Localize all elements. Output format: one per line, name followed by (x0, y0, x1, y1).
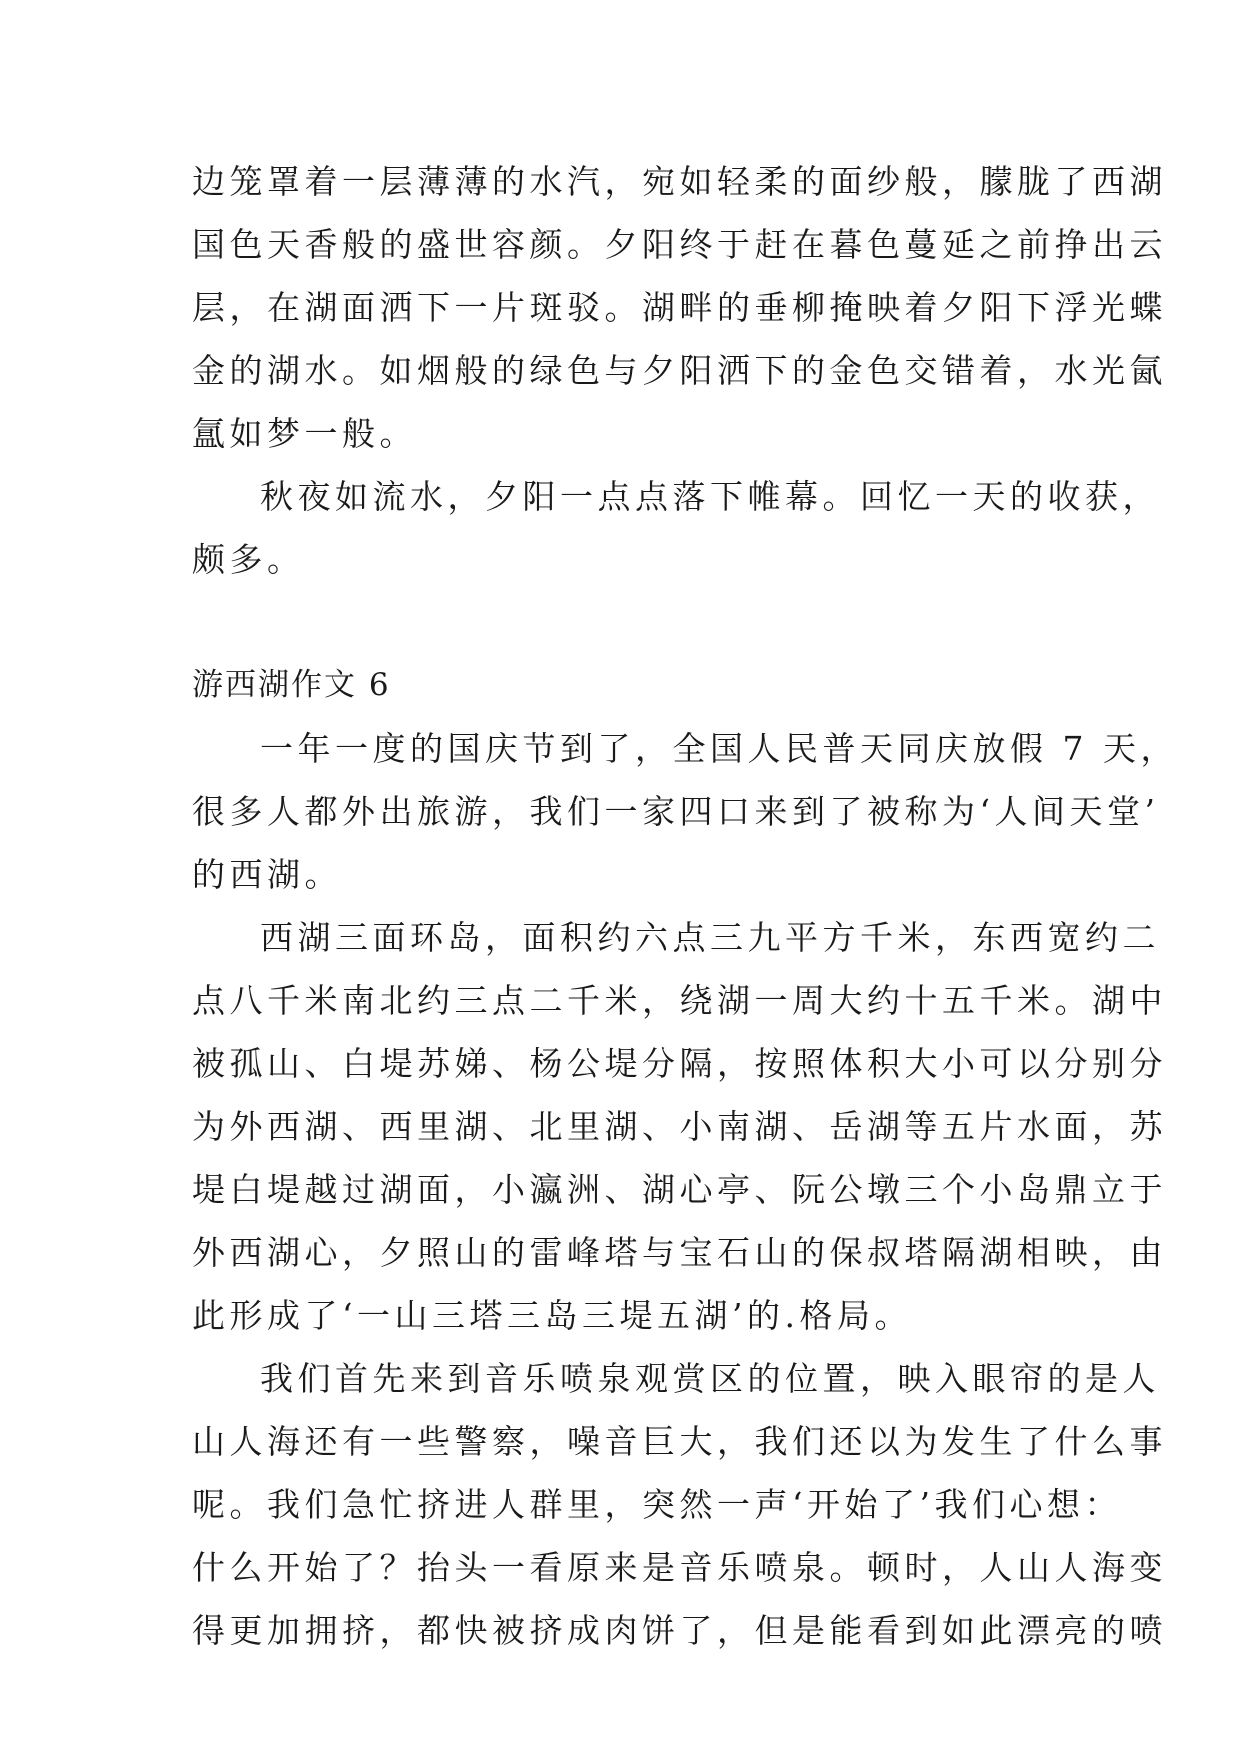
text-line: 国色天香般的盛世容颜。夕阳终于赶在暮色蔓延之前挣出云 (192, 225, 1167, 264)
text-line: 氲如梦一般。 (192, 414, 417, 453)
blank-line (192, 591, 1062, 654)
text-line: 一年一度的国庆节到了，全国人民普天同庆放假 7 天， (260, 729, 1178, 768)
text-line: 山人海还有一些警察，噪音巨大，我们还以为发生了什么事 (192, 1422, 1167, 1461)
text-line: 边笼罩着一层薄薄的水汽，宛如轻柔的面纱般，朦胧了西湖 (192, 162, 1167, 201)
text-line: 的西湖。 (192, 855, 342, 894)
paragraph (192, 717, 1178, 906)
paragraph (192, 150, 1167, 465)
text-line: 很多人都外出旅游，我们一家四口来到了被称为‘人间天堂’ (192, 792, 1160, 831)
text-line: 得更加拥挤，都快被挤成肉饼了，但是能看到如此漂亮的喷 (192, 1611, 1167, 1650)
text-line: 呢。我们急忙挤进人群里，突然一声‘开始了’我们心想： (192, 1485, 1122, 1524)
text-line: 为外西湖、西里湖、北里湖、小南湖、岳湖等五片水面，苏 (192, 1107, 1167, 1146)
text-line: 被孤山、白堤苏娣、杨公堤分隔，按照体积大小可以分别分 (192, 1044, 1167, 1083)
text-line: 层，在湖面洒下一片斑驳。湖畔的垂柳掩映着夕阳下浮光蝶 (192, 288, 1167, 327)
text-line: 颇多。 (192, 540, 305, 579)
text-line: 秋夜如流水，夕阳一点点落下帷幕。回忆一天的收获， (260, 477, 1160, 516)
text-line: 点八千米南北约三点二千米，绕湖一周大约十五千米。湖中 (192, 981, 1167, 1020)
text-line: 此形成了‘一山三塔三岛三堤五湖’的.格局。 (192, 1296, 912, 1335)
text-line: 西湖三面环岛，面积约六点三九平方千米，东西宽约二 (260, 918, 1160, 957)
paragraph (192, 906, 1167, 1347)
paragraph (192, 1347, 1167, 1662)
paragraph (192, 465, 1160, 591)
text-line: 堤白堤越过湖面，小瀛洲、湖心亭、阮公墩三个小岛鼎立于 (192, 1170, 1167, 1209)
document-page (192, 150, 1178, 1662)
section-heading: 游西湖作文 6 (192, 667, 391, 703)
text-line: 外西湖心，夕照山的雷峰塔与宝石山的保叔塔隔湖相映，由 (192, 1233, 1167, 1272)
text-line: 我们首先来到音乐喷泉观赏区的位置，映入眼帘的是人 (260, 1359, 1160, 1398)
text-line: 金的湖水。如烟般的绿色与夕阳洒下的金色交错着，水光氤 (192, 351, 1167, 390)
text-line: 什么开始了？抬头一看原来是音乐喷泉。顿时，人山人海变 (192, 1548, 1167, 1587)
